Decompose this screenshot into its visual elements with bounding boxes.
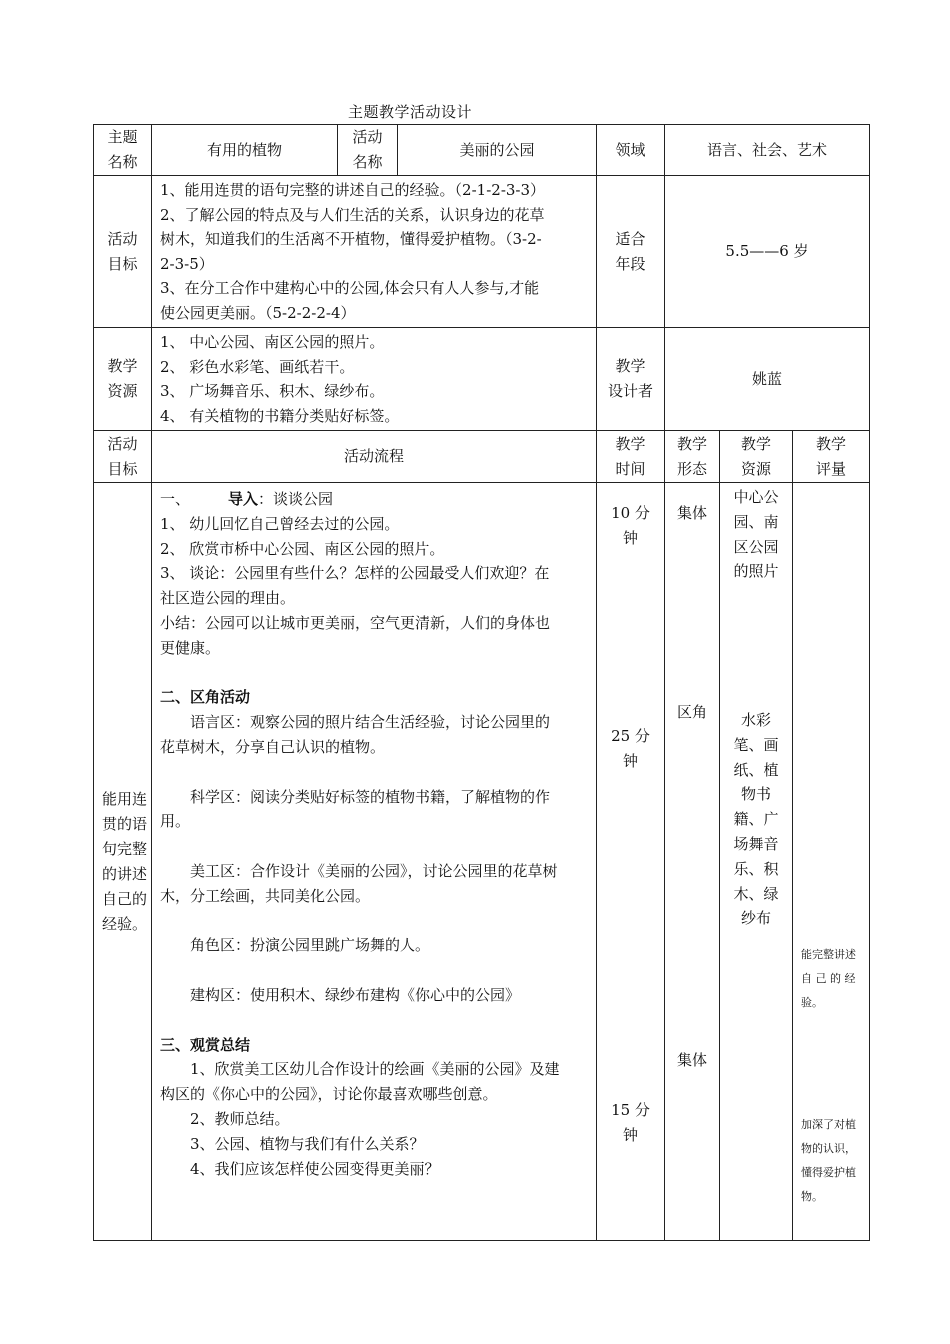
goals-list (152, 176, 597, 328)
flow-line: 科学区：阅读分类贴好标签的植物书籍，了解植物的作 (190, 787, 551, 806)
body-goal: 能用连 贯的语 句完整 的讲述 自己的 经验。 (94, 483, 152, 1241)
flow-line: 2、教师总结。 (190, 1109, 290, 1128)
designer-value: 姚蓝 (665, 328, 870, 431)
goal-line: 使公园更美丽。（5-2-2-2-4） (160, 303, 356, 322)
goal-line: 2-3-5） (160, 254, 214, 273)
header-eval: 教学 评量 (793, 431, 870, 483)
goal-line: 3、在分工合作中建构心中的公园,体会只有人人参与,才能 (160, 279, 540, 297)
eval-block-1: 能完整讲述 自 己 的 经 验。 (801, 948, 856, 1009)
time-2: 25 分 (611, 727, 650, 745)
header-goal: 活动 目标 (94, 431, 152, 483)
age-label: 适合 年段 (597, 176, 665, 328)
activity-name-value: 美丽的公园 (398, 125, 597, 176)
resource-column (720, 483, 793, 1241)
flow-line: 小结：公园可以让城市更美丽，空气更清新，人们的身体也 (160, 613, 551, 632)
theme-name-value: 有用的植物 (152, 125, 338, 176)
resources-list (152, 328, 597, 431)
flow-line: 1、欣赏美工区幼儿合作设计的绘画《美丽的公园》及建 (190, 1060, 560, 1079)
time-column: 10 分 钟 25 分 钟 15 分 钟 (597, 483, 665, 1241)
header-time: 教学 时间 (597, 431, 665, 483)
age-value: 5.5——6 岁 (665, 176, 870, 328)
designer-label: 教学 设计者 (597, 328, 665, 431)
resource-block-2: 水彩 笔、画 纸、植 物书 籍、广 场舞音 乐、积 木、绿 纱布 (733, 711, 779, 928)
flow-line: 木，分工绘画，共同美化公园。 (160, 886, 371, 905)
theme-name-label: 主题 名称 (94, 125, 152, 176)
row-header (94, 431, 870, 483)
eval-block-2: 加深了对植 物的认识， 懂得爱护植 物。 (801, 1118, 856, 1203)
time-3: 15 分 (611, 1101, 650, 1119)
resources-label: 教学 资源 (94, 328, 152, 431)
resource-line: 4、 有关植物的书籍分类贴好标签。 (160, 406, 400, 425)
form-column (665, 483, 720, 1241)
row-goals (94, 176, 870, 328)
flow-line: 3、公园、植物与我们有什么关系？ (190, 1134, 425, 1153)
resource-line: 3、 广场舞音乐、积木、绿纱布。 (160, 382, 385, 400)
resource-line: 1、 中心公园、南区公园的照片。 (160, 333, 385, 351)
section-corner-heading: 二、区角活动 (160, 688, 251, 707)
flow-line: 用。 (160, 812, 191, 831)
resource-block-1: 中心公 园、南 区公园 的照片 (733, 488, 779, 581)
time-1: 10 分 (611, 504, 650, 522)
resource-line: 2、 彩色水彩笔、画纸若干。 (160, 357, 355, 376)
flow-line: 构区的《你心中的公园》，讨论你最喜欢哪些创意。 (160, 1085, 498, 1104)
domain-value: 语言、社会、艺术 (665, 125, 870, 176)
form-2: 区角 (676, 703, 707, 721)
flow-line: 美工区：合作设计《美丽的公园》，讨论公园里的花草树 (190, 861, 558, 880)
eval-column (793, 483, 870, 1241)
flow-line: 更健康。 (160, 638, 221, 657)
goals-label: 活动 目标 (94, 176, 152, 328)
section-summary-heading: 三、观赏总结 (160, 1035, 251, 1054)
flow-line: 3、 谈论：公园里有些什么？怎样的公园最受人们欢迎？在 (160, 564, 550, 583)
header-form: 教学 形态 (665, 431, 720, 483)
header-flow: 活动流程 (152, 431, 597, 483)
activity-name-label: 活动 名称 (338, 125, 398, 176)
goal-line: 树木，知道我们的生活离不开植物，懂得爱护植物。（3-2- (160, 230, 542, 248)
row-theme (94, 125, 870, 176)
goal-line: 1、能用连贯的语句完整的讲述自己的经验。（2-1-2-3-3） (160, 181, 546, 199)
flow-line: 社区造公园的理由。 (160, 589, 296, 608)
activity-flow (152, 483, 597, 1241)
domain-label: 领域 (597, 125, 665, 176)
goal-line: 2、了解公园的特点及与人们生活的关系，认识身边的花草 (160, 205, 545, 224)
flow-line: 语言区：观察公园的照片结合生活经验，讨论公园里的 (190, 713, 551, 732)
lesson-plan-table (93, 124, 870, 1241)
row-resources (94, 328, 870, 431)
flow-line: 2、 欣赏市桥中心公园、南区公园的照片。 (160, 539, 445, 558)
form-1: 集体 (676, 504, 707, 522)
flow-line: 4、我们应该怎样使公园变得更美丽？ (190, 1159, 440, 1178)
flow-line: 花草树木，分享自己认识的植物。 (160, 737, 386, 756)
flow-line: 角色区：扮演公园里跳广场舞的人。 (190, 936, 431, 955)
row-body (94, 483, 870, 1241)
form-3: 集体 (676, 1051, 707, 1069)
flow-line: 1、 幼儿回忆自己曾经去过的公园。 (160, 514, 400, 533)
document-title: 主题教学活动设计 (347, 103, 472, 121)
header-resource: 教学 资源 (720, 431, 793, 483)
section-intro-heading: 一、 导入：谈谈公园 (160, 490, 334, 508)
flow-line: 建构区：使用积木、绿纱布建构《你心中的公园》 (190, 985, 521, 1004)
